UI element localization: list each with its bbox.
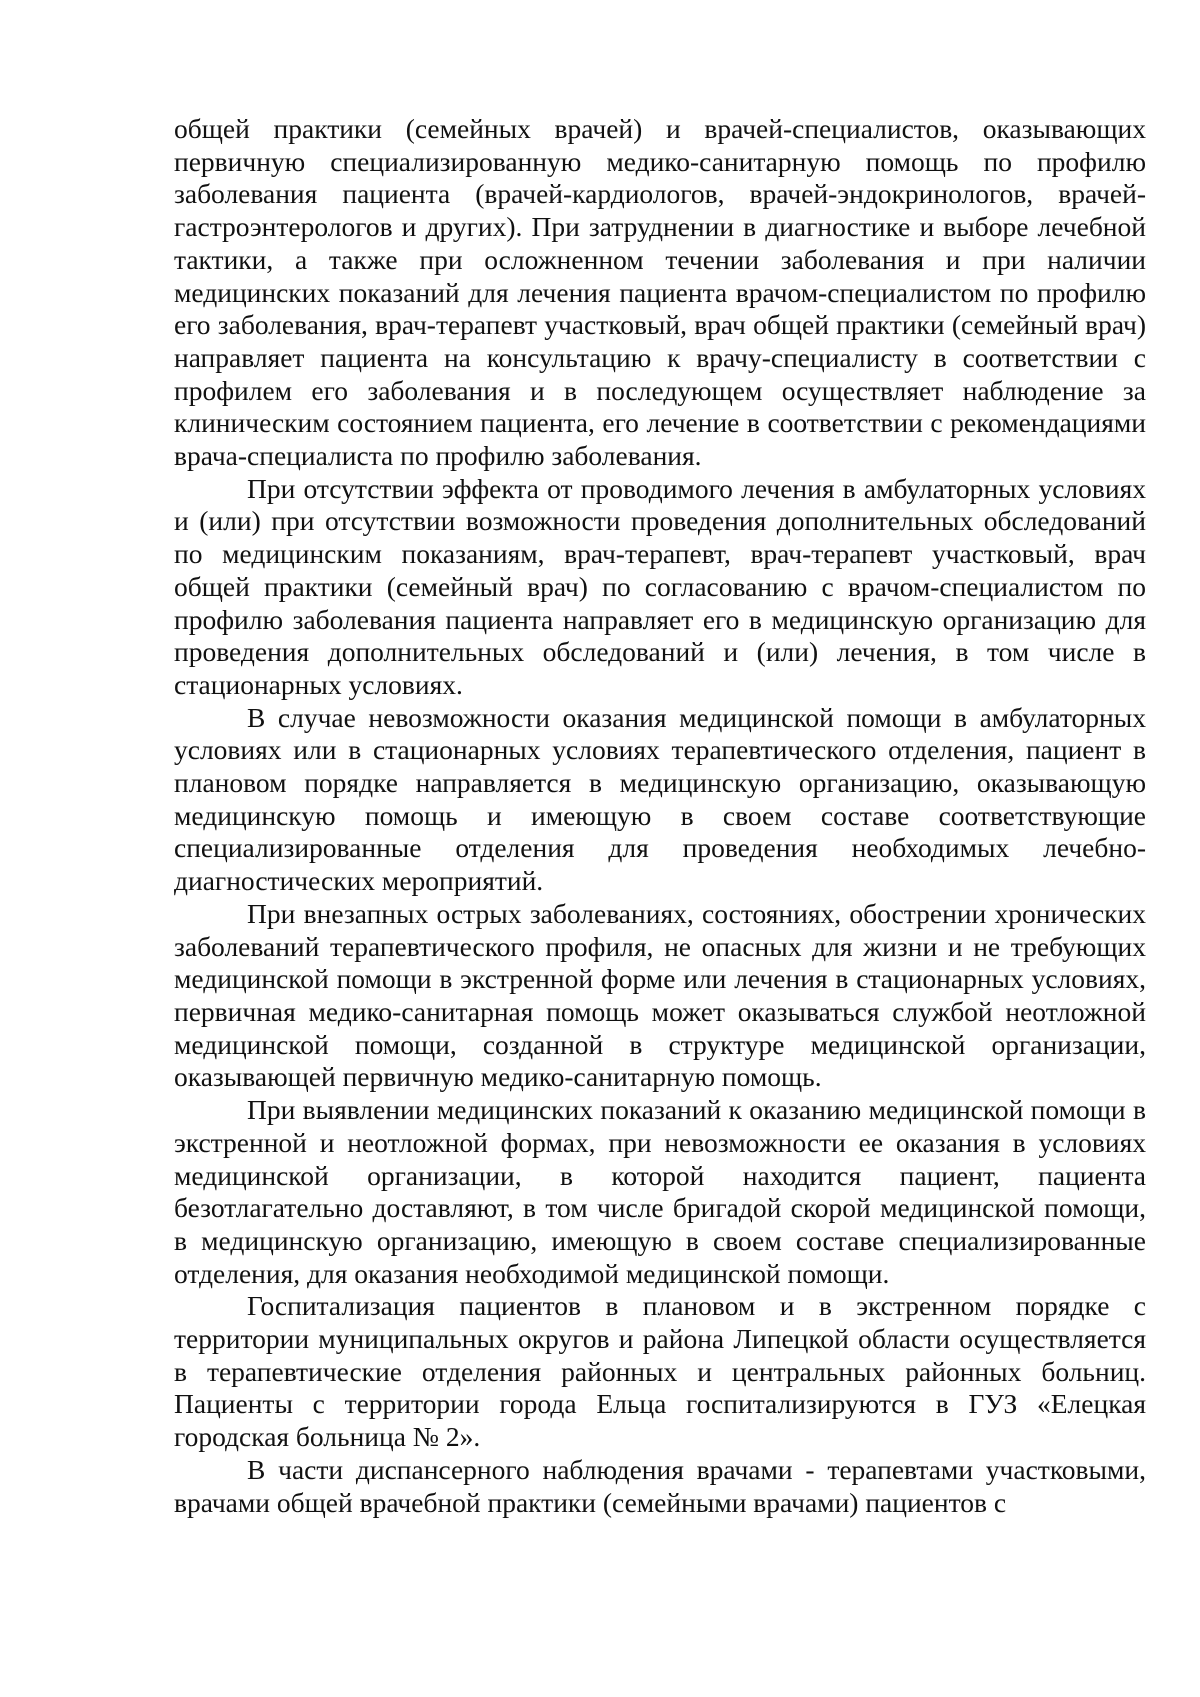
paragraph-continuation: общей практики (семейных врачей) и врачей-специалистов, оказывающих первичную специализированную медико-санитарную помощь по профилю заболевания пациента (врачей-кардиологов, врачей-эндокринологов, врачей-гастроэнтерологов и других). При затруднении в диагностике и выборе лечебной тактики, а также при осложненном течении заболевания и при наличии медицинских показаний для лечения пациента врачом-специалистом по профилю его заболевания, врач-терапевт участковый, врач общей практики (семейный врач) направляет пациента на консультацию к врачу-специалисту в соответствии с профилем его заболевания и в последующем осуществляет наблюдение за клиническим состоянием пациента, его лечение в соответствии с рекомендациями врача-специалиста по профилю заболевания. [174,113,1146,472]
paragraph-sudden-acute-diseases: При внезапных острых заболеваниях, состояниях, обострении хронических заболеваний терапевтического профиля, не опасных для жизни и не требующих медицинской помощи в экстренной форме или лечения в стационарных условиях, первичная медико-санитарная помощь может оказываться службой неотложной медицинской помощи, созданной в структуре медицинской организации, оказывающей первичную медико-санитарную помощь. [174,897,1146,1093]
paragraph-emergency-indications: При выявлении медицинских показаний к оказанию медицинской помощи в экстренной и неотложной формах, при невозможности ее оказания в условиях медицинской организации, в которой находится пациент, пациента безотлагательно доставляют, в том числе бригадой скорой медицинской помощи, в медицинскую организацию, имеющую в своем составе специализированные отделения, для оказания необходимой медицинской помощи. [174,1094,1146,1289]
paragraph-hospitalization: Госпитализация пациентов в плановом и в экстренном порядке с территории муниципальных округов и района Липецкой области осуществляется в терапевтические отделения районных и центральных районных больниц. Пациенты с территории города Ельца госпитализируются в ГУЗ «Елецкая городская больница № 2». [174,1290,1146,1453]
paragraph-dispensary-observation: В части диспансерного наблюдения врачами - терапевтами участковыми, врачами общей врачебной практики (семейными врачами) пациентов с [174,1453,1146,1518]
paragraph-no-effect-treatment: При отсутствии эффекта от проводимого лечения в амбулаторных условиях и (или) при отсутствии возможности проведения дополнительных обследований по медицинским показаниям, врач-терапевт, врач-терапевт участковый, врач общей практики (семейный врач) по согласованию с врачом-специалистом по профилю заболевания пациента направляет его в медицинскую организацию для проведения дополнительных обследований и (или) лечения, в том числе в стационарных условиях. [174,472,1146,700]
document-body [174,113,1146,1519]
paragraph-impossibility-of-care: В случае невозможности оказания медицинской помощи в амбулаторных условиях или в стационарных условиях терапевтического отделения, пациент в плановом порядке направляется в медицинскую организацию, оказывающую медицинскую помощь и имеющую в своем составе соответствующие специализированные отделения для проведения необходимых лечебно-диагностических мероприятий. [174,701,1146,897]
